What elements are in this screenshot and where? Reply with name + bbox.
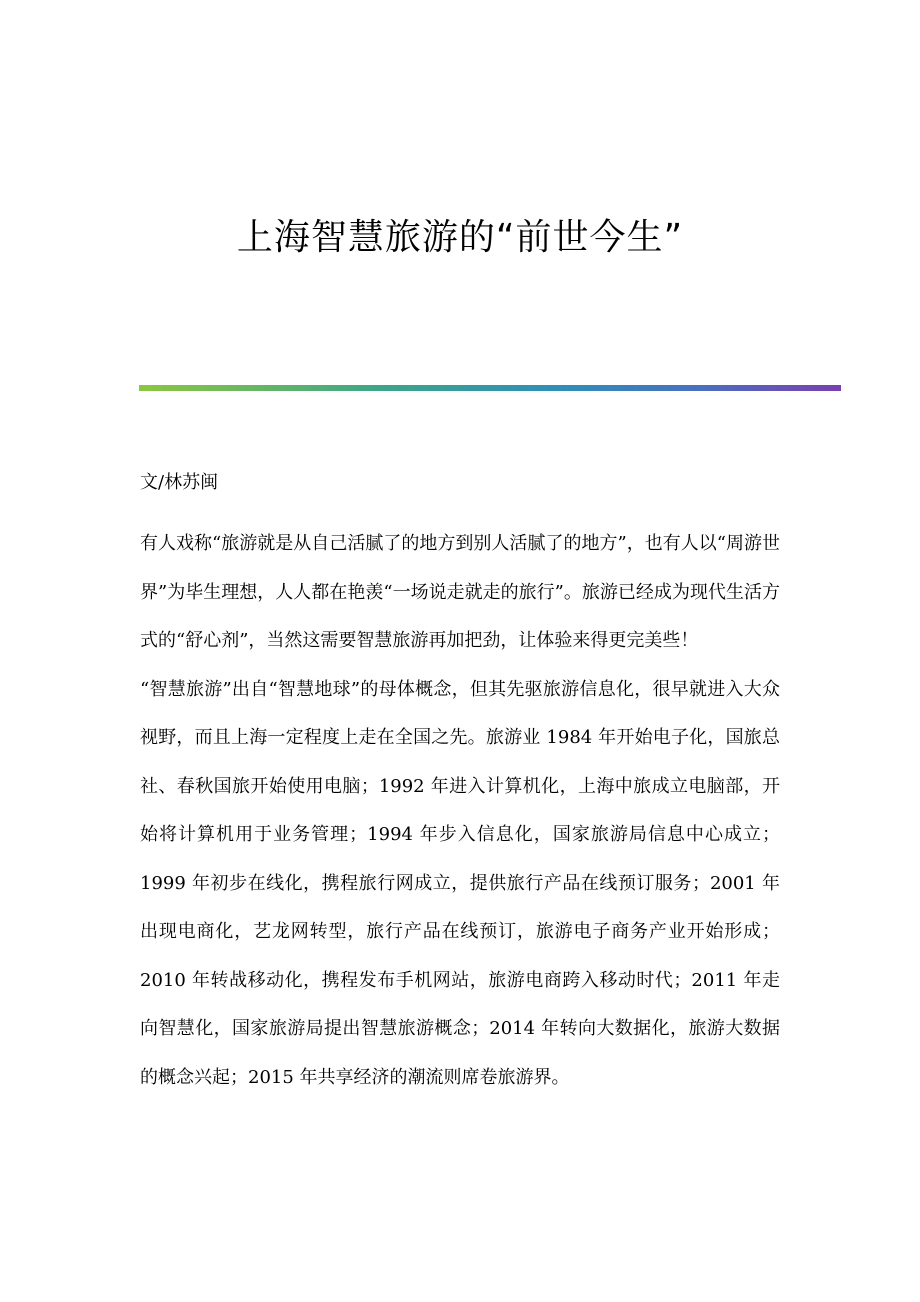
paragraph-history: “智慧旅游”出自“智慧地球”的母体概念，但其先驱旅游信息化，很早就进入大众视野，而且上海一定程度上走在全国之先。旅游业 1984 年开始电子化，国旅总社、春秋国旅开始使用电脑；1992 年进入计算机化，上海中旅成立电脑部，开始将计算机用于业务管理；1994 年步入信息化，国家旅游局信息中心成立；1999 年初步在线化，携程旅行网成立，提供旅行产品在线预订服务；2001 年出现电商化，艺龙网转型，旅行产品在线预订，旅游电子商务产业开始形成；2010 年转战移动化，携程发布手机网站，旅游电商跨入移动时代；2011 年走向智慧化，国家旅游局提出智慧旅游概念；2014 年转向大数据化，旅游大数据的概念兴起；2015 年共享经济的潮流则席卷旅游界。 xyxy=(140,678,780,1088)
article-body xyxy=(140,466,780,1102)
gradient-divider xyxy=(139,385,841,391)
document-title: 上海智慧旅游的“前世今生” xyxy=(236,217,684,258)
author-byline: 文/林苏闽 xyxy=(140,472,219,493)
paragraph-intro: 有人戏称“旅游就是从自己活腻了的地方到别人活腻了的地方”，也有人以“周游世界”为毕生理想，人人都在艳羡“一场说走就走的旅行”。旅游已经成为现代生活方式的“舒心剂”，当然这需要智慧旅游再加把劲，让体验来得更完美些！ xyxy=(140,533,780,651)
